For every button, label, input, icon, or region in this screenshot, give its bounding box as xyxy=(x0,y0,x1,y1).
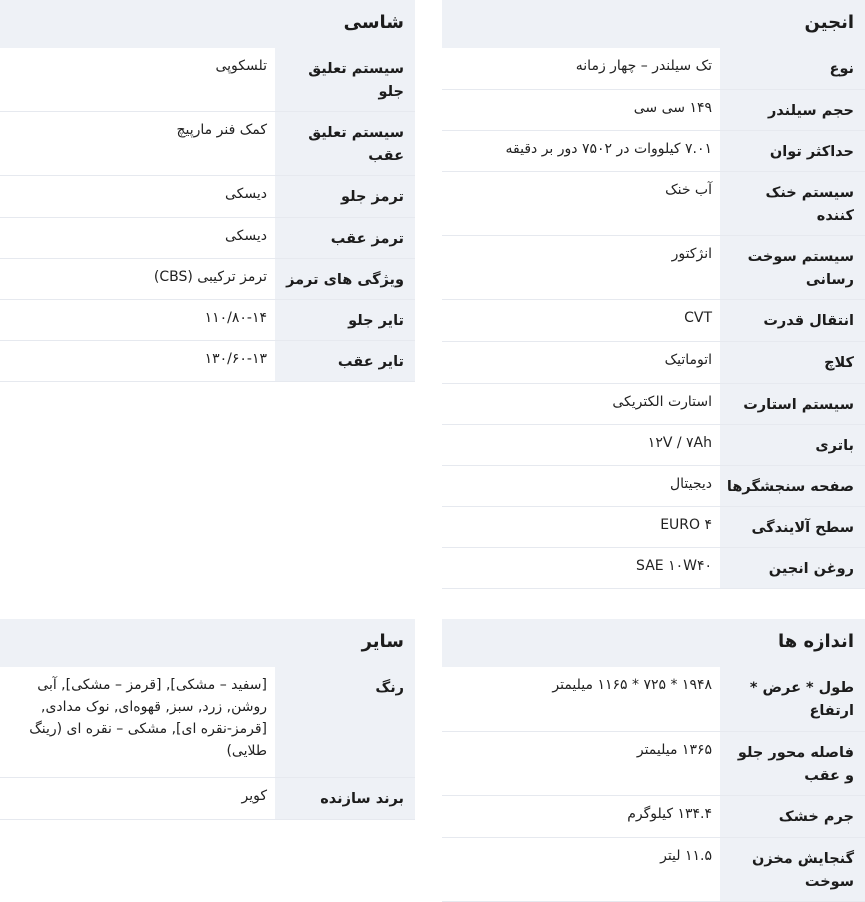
spec-value: کویر xyxy=(0,777,275,819)
chassis-title: شاسی xyxy=(0,0,415,48)
table-row xyxy=(442,547,865,588)
dimensions-spec-table xyxy=(442,667,865,902)
spec-value: ۱۳۶۵ میلیمتر xyxy=(442,731,720,795)
table-row xyxy=(442,383,865,424)
spec-label: ترمز عقب xyxy=(275,218,415,259)
table-row xyxy=(442,171,865,235)
engine-title: انجین xyxy=(442,0,865,48)
spec-value: ۱۲V / ۷Ah xyxy=(442,424,720,465)
spec-value: تک سیلندر – چهار زمانه xyxy=(442,48,720,89)
spec-value: اتوماتیک xyxy=(442,341,720,383)
chassis-spec-table xyxy=(0,48,415,382)
spec-value: ترمز ترکیبی (CBS) xyxy=(0,259,275,300)
spec-label: جرم خشک xyxy=(720,795,865,837)
spec-value: دیسکی xyxy=(0,176,275,218)
table-row xyxy=(0,218,415,259)
spec-label: حجم سیلندر xyxy=(720,89,865,130)
other-section xyxy=(0,619,415,820)
table-row xyxy=(442,795,865,837)
table-row xyxy=(442,299,865,341)
spec-label: کلاچ xyxy=(720,341,865,383)
spec-value: دیجیتال xyxy=(442,465,720,506)
dimensions-section xyxy=(442,619,865,902)
spec-value: SAE ۱۰W۴۰ xyxy=(442,547,720,588)
table-row xyxy=(0,259,415,300)
spec-value: ۱۳۴.۴ کیلوگرم xyxy=(442,795,720,837)
spec-label: سیستم استارت xyxy=(720,383,865,424)
table-row xyxy=(0,300,415,341)
spec-value: تلسکوپی xyxy=(0,48,275,112)
table-row xyxy=(442,89,865,130)
spec-value: ۱۹۴۸ * ۷۲۵ * ۱۱۶۵ میلیمتر xyxy=(442,667,720,731)
engine-section xyxy=(442,0,865,589)
other-title: سایر xyxy=(0,619,415,667)
spec-value: ۱۴۹ سی سی xyxy=(442,89,720,130)
spec-value: انژکتور xyxy=(442,235,720,299)
table-row xyxy=(0,667,415,777)
spec-label: گنجایش مخزن سوخت xyxy=(720,837,865,901)
spec-label: ترمز جلو xyxy=(275,176,415,218)
spec-label: باتری xyxy=(720,424,865,465)
spec-label: سیستم سوخت رسانی xyxy=(720,235,865,299)
engine-spec-table xyxy=(442,48,865,589)
spec-value: ۱۱۰/۸۰-۱۴ xyxy=(0,300,275,341)
spec-value: CVT xyxy=(442,299,720,341)
spec-label: تایر عقب xyxy=(275,341,415,382)
spec-label: حداکثر توان xyxy=(720,130,865,171)
spec-label: انتقال قدرت xyxy=(720,299,865,341)
spec-value: ۱۱.۵ لیتر xyxy=(442,837,720,901)
table-row xyxy=(442,731,865,795)
spec-value: کمک فنر مارپیچ xyxy=(0,112,275,176)
table-row xyxy=(442,48,865,89)
spec-value: EURO ۴ xyxy=(442,506,720,547)
spec-value: ۷.۰۱ کیلووات در ۷۵۰۲ دور بر دقیقه xyxy=(442,130,720,171)
spec-value: آب خنک xyxy=(442,171,720,235)
table-row xyxy=(442,424,865,465)
spec-label: برند سازنده xyxy=(275,777,415,819)
spec-label: سطح آلایندگی xyxy=(720,506,865,547)
table-row xyxy=(442,465,865,506)
spec-label: سیستم خنک کننده xyxy=(720,171,865,235)
spec-label: صفحه سنجشگرها xyxy=(720,465,865,506)
table-row xyxy=(442,506,865,547)
dimensions-title: اندازه ها xyxy=(442,619,865,667)
spec-label: ویژگی های ترمز xyxy=(275,259,415,300)
table-row xyxy=(442,341,865,383)
spec-label: روغن انجین xyxy=(720,547,865,588)
table-row xyxy=(0,112,415,176)
spec-label: رنگ xyxy=(275,667,415,777)
spec-label: فاصله محور جلو و عقب xyxy=(720,731,865,795)
chassis-section xyxy=(0,0,415,382)
spec-label: سیستم تعلیق عقب xyxy=(275,112,415,176)
table-row xyxy=(442,667,865,731)
table-row xyxy=(442,130,865,171)
table-row xyxy=(0,176,415,218)
spec-label: سیستم تعلیق جلو xyxy=(275,48,415,112)
table-row xyxy=(0,48,415,112)
spec-label: تایر جلو xyxy=(275,300,415,341)
spec-label: نوع xyxy=(720,48,865,89)
table-row xyxy=(0,341,415,382)
other-spec-table xyxy=(0,667,415,820)
table-row xyxy=(0,777,415,819)
table-row xyxy=(442,235,865,299)
spec-value: [سفید – مشکی], [قرمز – مشکی], آبی روشن, زرد, سبز, قهوه‌ای, نوک مدادی, [قرمز-نقره ای], مشکی – نقره ای (رینگ طلایی) xyxy=(0,667,275,777)
spec-value: ۱۳۰/۶۰-۱۳ xyxy=(0,341,275,382)
table-row xyxy=(442,837,865,901)
spec-value: دیسکی xyxy=(0,218,275,259)
spec-value: استارت الکتریکی xyxy=(442,383,720,424)
spec-label: طول * عرض * ارتفاع xyxy=(720,667,865,731)
